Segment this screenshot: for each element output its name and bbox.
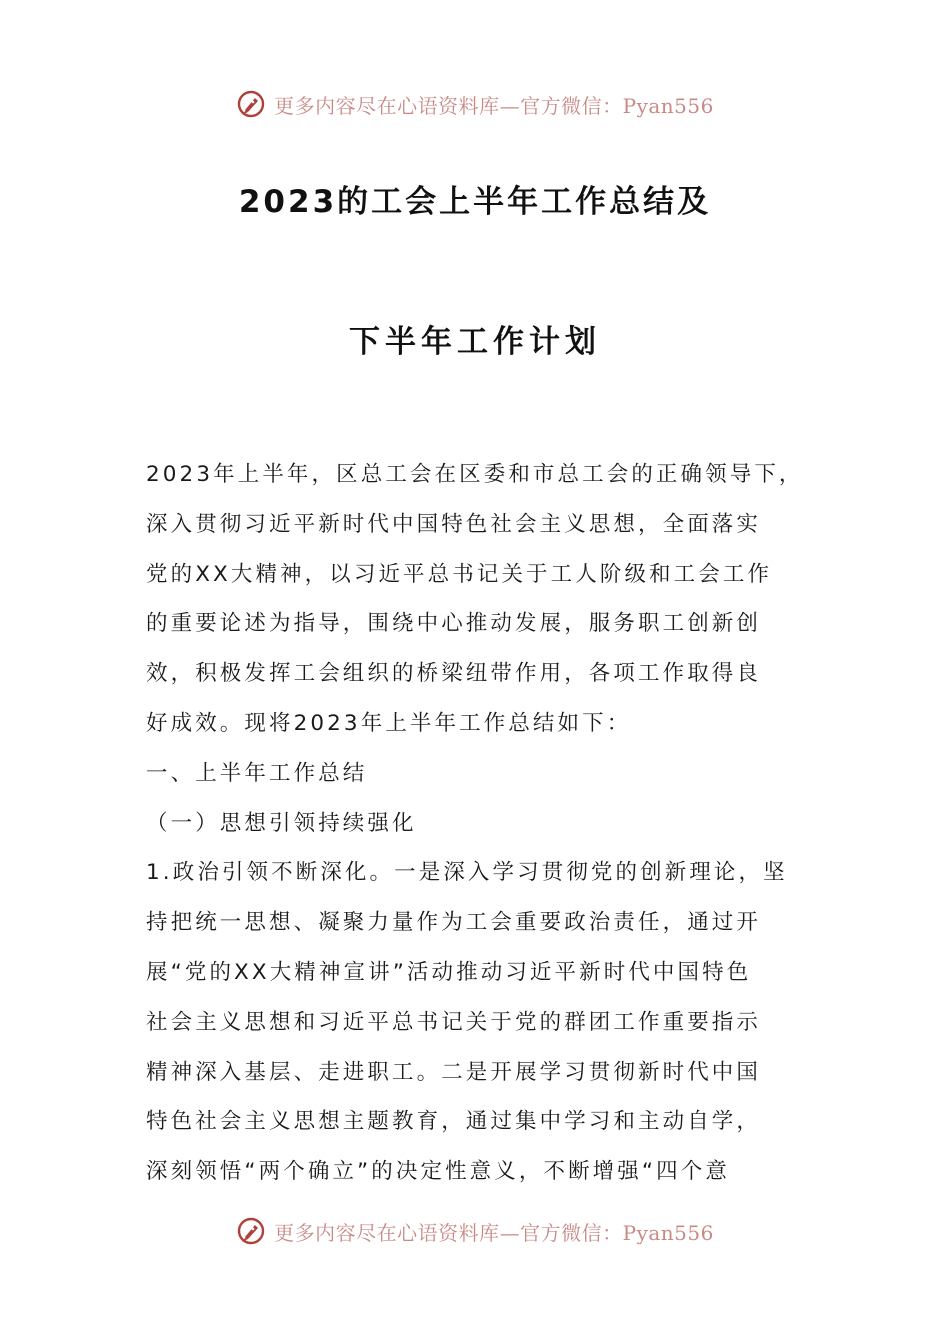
document-title-line-2: 下半年工作计划 [349, 324, 601, 360]
body-line: 深刻领悟“两个确立”的决定性意义，不断增强“四个意 [146, 1159, 730, 1185]
header-watermark [0, 84, 950, 124]
document-title-line-1: 2023的工会上半年工作总结及 [238, 184, 712, 220]
watermark-text: 更多内容尽在心语资料库—官方微信：Pyan556 [274, 1220, 714, 1245]
body-line: 社会主义思想和习近平总书记关于党的群团工作重要指示 [146, 1009, 762, 1035]
pen-nib-circle-icon [236, 89, 266, 119]
body-line: 2023年上半年，区总工会在区委和市总工会的正确领导下， [146, 462, 804, 487]
body-line: 好成效。现将2023年上半年工作总结如下： [146, 710, 632, 736]
document-body [146, 450, 806, 1197]
body-line: 精神深入基层、走进职工。二是开展学习贯彻新时代中国 [146, 1059, 762, 1085]
body-line: 展“党的XX大精神宣讲”活动推动习近平新时代中国特色 [146, 959, 752, 985]
body-line: 党的XX大精神，以习近平总书记关于工人阶级和工会工作 [146, 561, 773, 587]
body-line: 效，积极发挥工会组织的桥梁纽带作用，各项工作取得良 [146, 661, 762, 687]
body-line: 持把统一思想、凝聚力量作为工会重要政治责任，通过开 [146, 910, 762, 936]
body-line: 的重要论述为指导，围绕中心推动发展，服务职工创新创 [146, 611, 762, 637]
body-line: 深入贯彻习近平新时代中国特色社会主义思想，全面落实 [146, 511, 762, 537]
section-heading: 一、上半年工作总结 [146, 760, 368, 786]
subsection-heading: （一）思想引领持续强化 [146, 810, 417, 836]
footer-watermark [0, 1211, 950, 1251]
watermark-text: 更多内容尽在心语资料库—官方微信：Pyan556 [274, 93, 714, 118]
body-line: 1.政治引领不断深化。一是深入学习贯彻党的创新理论，坚 [146, 860, 788, 886]
body-line: 特色社会主义思想主题教育，通过集中学习和主动自学， [146, 1109, 762, 1135]
pen-nib-circle-icon [236, 1216, 266, 1246]
